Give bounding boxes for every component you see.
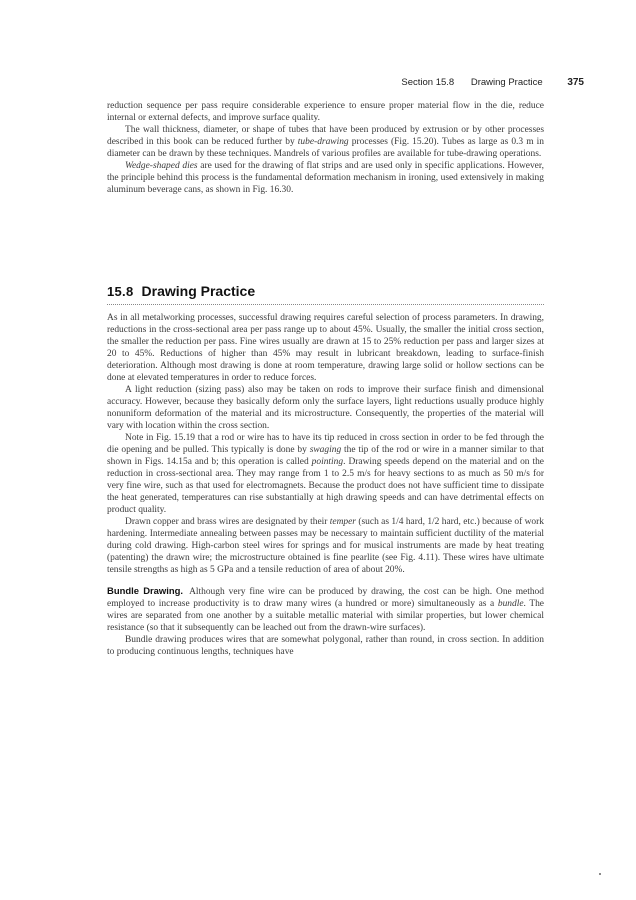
paragraph: reduction sequence per pass require considerable experience to ensure proper material flow in the die, reduce internal or external defects, and improve surface quality. <box>107 101 544 123</box>
margin-mark <box>599 873 601 875</box>
text-run: . The wires are separated from one another by a suitable metallic material with similar properties, but lower chemical resistance (so that it subsequently can be leached out from the drawn-wire surfaces). <box>107 599 544 633</box>
section-title: Drawing Practice <box>141 283 256 299</box>
text-run: processes (Fig. 15.20). Tubes as large as 0.3 m in diameter can be drawn by these techniques. Mandrels of various profiles are available for tube-drawing operations. <box>107 137 544 159</box>
italic-term: bundle <box>497 599 524 609</box>
paragraph <box>107 124 544 160</box>
section-body <box>107 312 544 658</box>
paragraph: As in all metalworking processes, successful drawing requires careful selection of process parameters. In drawing, reductions in the cross-sectional area per pass range up to about 45%. Usually, the smaller the initial cross section, the smaller the reduction per pass. Fine wires usually are drawn at 15 to 25% reduction per pass and larger sizes at 20 to 45%. Reductions of higher than 45% may result in lubricant breakdown, leading to surface-finish deterioration. Although most drawing is done at room temperature, drawing large solid or hollow sections can be done at elevated temperatures in order to reduce forces. <box>107 313 544 383</box>
text-run: The wall thickness, diameter, or shape of tubes that have been produced by extrusion or by other processes described in this book can be reduced further by <box>107 125 544 147</box>
section-heading <box>107 283 544 305</box>
heading-rule <box>107 304 544 305</box>
paragraph <box>107 160 544 196</box>
text-run: the tip of the rod or wire in a manner similar to that shown in Figs. 14.15a and b; this operation is called <box>107 445 544 467</box>
intro-text <box>107 100 544 196</box>
text-run: Drawn copper and brass wires are designated by their <box>125 517 330 527</box>
italic-term: temper <box>329 517 356 527</box>
page-number: 375 <box>567 77 584 88</box>
text-run: (such as 1/4 hard, 1/2 hard, etc.) because of work hardening. Intermediate annealing between passes may be necessary to maintain sufficient ductility of the material during cold drawing. High-carbon steel wires for springs and for musical instruments are made by heat treating (patenting) the drawn wire; the microstructure obtained is fine pearlite (see Fig. 4.11). These wires have ultimate tensile strengths as high as 5 GPa and a tensile reduction of area of about 20%. <box>107 517 544 575</box>
paragraph <box>107 586 544 634</box>
text-run: . Drawing speeds depend on the material and on the reduction in cross-sectional area. They may range from 1 to 2.5 m/s for heavy sections to as much as 50 m/s for very fine wire, such as that used for electromagnets. Because the product does not have sufficient time to dissipate the heat generated, temperatures can rise substantially at high drawing speeds and can have detrimental effects on product quality. <box>107 457 544 515</box>
running-header <box>100 77 584 88</box>
paragraph <box>107 432 544 516</box>
header-running-title: Drawing Practice <box>470 77 543 88</box>
section-number: 15.8 <box>107 284 134 299</box>
paragraph: A light reduction (sizing pass) also may be taken on rods to improve their surface finish and dimensional accuracy. However, because they basically deform only the surface layers, light reductions usually produce highly nonuniform deformation of the material and its microstructure. Consequently, the properties of the material will vary with location within the cross section. <box>107 385 544 431</box>
italic-term: Wedge-shaped dies <box>125 161 198 171</box>
text-run: Note in Fig. 15.19 that a rod or wire has to have its tip reduced in cross section in order to be fed through the die opening and be pulled. This typically is done by <box>107 433 544 455</box>
paragraph: Bundle drawing produces wires that are somewhat polygonal, rather than round, in cross section. In addition to producing continuous lengths, techniques have <box>107 635 544 657</box>
text-run: Although very fine wire can be produced by drawing, the cost can be high. One method employed to increase productivity is to draw many wires (a hundred or more) simultaneously as a <box>107 587 544 609</box>
header-section: Section 15.8 <box>401 77 455 88</box>
runin-heading: Bundle Drawing. <box>107 586 184 597</box>
text-run: are used for the drawing of flat strips and are used only in specific applications. However, the principle behind this process is the fundamental deformation mechanism in ironing, used extensively in making aluminum beverage cans, as shown in Fig. 16.30. <box>107 161 544 195</box>
italic-term: pointing <box>311 457 344 467</box>
italic-term: swaging <box>309 445 342 455</box>
paragraph <box>107 516 544 576</box>
italic-term: tube-drawing <box>297 137 349 147</box>
